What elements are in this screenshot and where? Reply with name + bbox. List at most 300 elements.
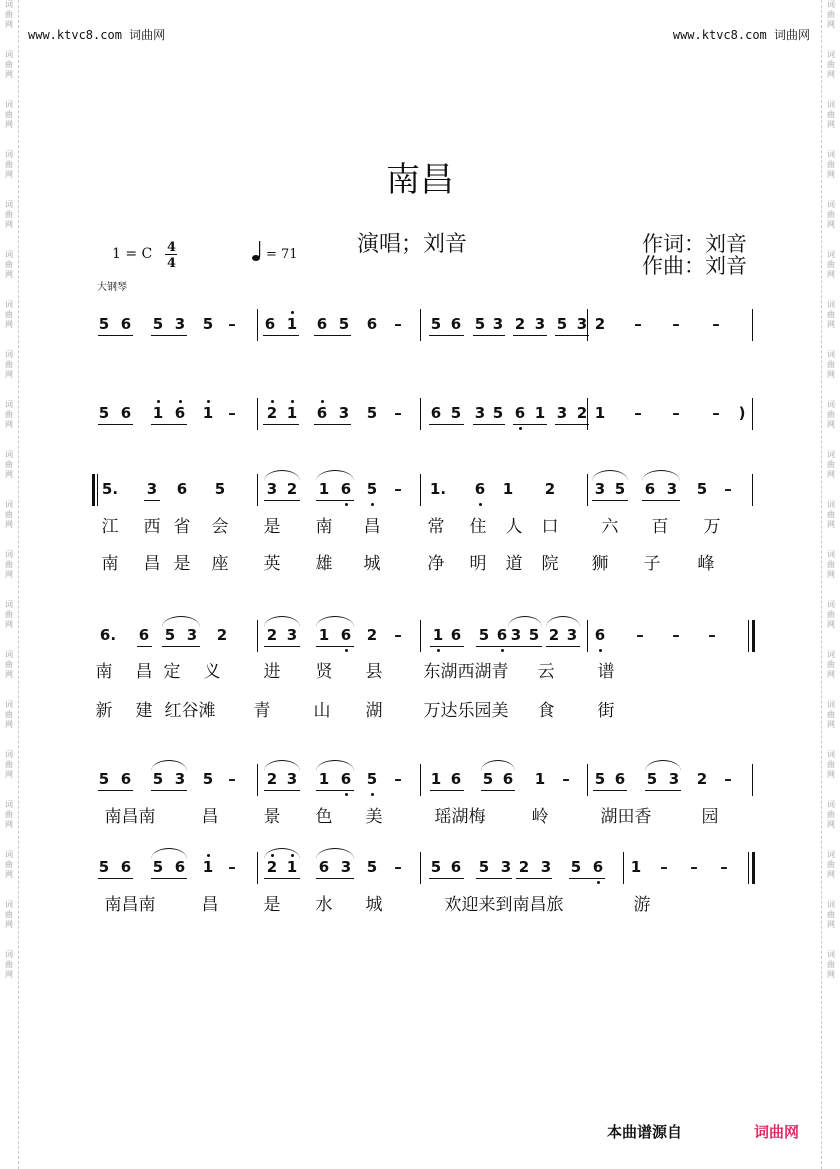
octave-dot-low — [599, 649, 602, 652]
barline — [587, 474, 588, 506]
note: 3 — [576, 315, 588, 333]
barline — [623, 852, 624, 884]
lyric-syllable: 昌 — [201, 895, 219, 915]
barline — [748, 852, 749, 884]
lyric-syllable: 万 — [703, 517, 721, 537]
repeat-start-thin-barline — [97, 474, 98, 506]
barline — [752, 474, 753, 506]
barline — [420, 852, 421, 884]
note: 5 — [98, 858, 110, 876]
beam-underline — [569, 878, 605, 879]
key-signature: 1 = C — [112, 246, 153, 262]
note: – — [634, 315, 642, 333]
octave-dot-high — [207, 400, 210, 403]
lyric-syllable: 狮 — [591, 554, 609, 574]
note: 5. — [101, 480, 119, 498]
note: – — [660, 858, 668, 876]
beam-underline — [430, 790, 464, 791]
final-barline — [752, 852, 755, 884]
note: 6 — [340, 480, 352, 498]
beam-underline — [316, 878, 354, 879]
lyric-syllable: 南 — [95, 662, 113, 682]
beam-underline — [314, 335, 351, 336]
slur-arc — [642, 470, 680, 481]
note: 6 — [138, 626, 150, 644]
source-label: 本曲谱源自 — [607, 1123, 683, 1141]
note: 1 — [432, 626, 444, 644]
note: 6. — [99, 626, 117, 644]
note: 6 — [120, 404, 132, 422]
note: 3 — [666, 480, 678, 498]
note: 2 — [518, 858, 530, 876]
octave-dot-low — [519, 427, 522, 430]
note: 3 — [534, 315, 546, 333]
note: 2 — [266, 404, 278, 422]
note: 6 — [594, 626, 606, 644]
lyricist-credit: 作词：刘音 — [642, 232, 747, 256]
slur-arc — [316, 616, 354, 627]
note: 3 — [340, 858, 352, 876]
octave-dot-low — [345, 649, 348, 652]
barline — [257, 398, 258, 430]
note: 1 — [430, 770, 442, 788]
lyric-syllable: 美 — [365, 807, 383, 827]
slur-arc — [151, 760, 187, 771]
note: – — [228, 404, 236, 422]
octave-dot-low — [597, 881, 600, 884]
note: – — [690, 858, 698, 876]
octave-dot-high — [179, 400, 182, 403]
header-url-right[interactable]: www.ktvc8.com 词曲网 — [672, 28, 810, 42]
lyrics-row-4b — [0, 696, 840, 721]
lyric-syllable: 雄 — [315, 554, 333, 574]
note: – — [394, 858, 402, 876]
note: 5 — [366, 770, 378, 788]
octave-dot-high — [291, 311, 294, 314]
note: 2 — [286, 480, 298, 498]
tempo: = 71 — [266, 247, 298, 262]
note: – — [712, 404, 720, 422]
note: 5 — [478, 626, 490, 644]
note: – — [634, 404, 642, 422]
note: 2 — [548, 626, 560, 644]
slur-arc — [481, 760, 515, 771]
note: 5 — [98, 770, 110, 788]
lyric-syllable: 六 — [601, 517, 619, 537]
slur-arc — [645, 760, 681, 771]
lyric-syllable: 子 — [643, 554, 661, 574]
note: 6 — [120, 770, 132, 788]
note: 2 — [594, 315, 606, 333]
barline — [257, 620, 258, 652]
barline — [257, 474, 258, 506]
note: – — [228, 770, 236, 788]
beam-underline — [98, 335, 133, 336]
note: 6 — [474, 480, 486, 498]
beam-underline — [316, 790, 354, 791]
beam-underline — [430, 646, 464, 647]
lyric-syllable: 云 — [537, 662, 555, 682]
lyric-syllable: 青 — [253, 701, 271, 721]
lyric-syllable: 人 — [505, 517, 523, 537]
note: 5 — [646, 770, 658, 788]
note: 6 — [502, 770, 514, 788]
barline — [257, 309, 258, 341]
note: 6 — [340, 626, 352, 644]
note: 6 — [316, 315, 328, 333]
note: 5 — [98, 404, 110, 422]
beam-underline — [513, 335, 547, 336]
beam-underline — [151, 424, 187, 425]
octave-dot-low — [371, 793, 374, 796]
note: 5 — [450, 404, 462, 422]
beam-underline — [473, 335, 505, 336]
lyric-syllable: 是 — [173, 554, 191, 574]
note: 1 — [502, 480, 514, 498]
note: 3 — [146, 480, 158, 498]
lyric-syllable: 建 — [135, 701, 153, 721]
note: – — [562, 770, 570, 788]
lyric-syllable: 湖田香 — [600, 807, 652, 827]
lyrics-row-4a — [0, 657, 840, 682]
lyric-syllable: 谱 — [597, 662, 615, 682]
note: 6 — [430, 404, 442, 422]
note: 5 — [614, 480, 626, 498]
note: 6 — [366, 315, 378, 333]
lyric-syllable: 义 — [203, 662, 221, 682]
note: – — [672, 404, 680, 422]
beam-underline — [481, 790, 515, 791]
lyric-syllable: 英 — [263, 554, 281, 574]
note: 1 — [318, 770, 330, 788]
note: – — [672, 626, 680, 644]
beam-underline — [645, 790, 681, 791]
note: 6 — [120, 315, 132, 333]
note: 5 — [366, 404, 378, 422]
lyric-syllable: 水 — [315, 895, 333, 915]
slur-arc — [546, 616, 580, 627]
beam-underline — [555, 335, 589, 336]
slur-arc — [316, 760, 354, 771]
beam-underline — [546, 646, 580, 647]
lyric-syllable: 湖 — [365, 701, 383, 721]
lyric-syllable: 岭 — [531, 807, 549, 827]
note: 2 — [544, 480, 556, 498]
octave-dot-low — [501, 649, 504, 652]
note: 5 — [570, 858, 582, 876]
note: 1 — [534, 404, 546, 422]
quarter-note-icon — [252, 240, 262, 266]
slur-arc — [592, 470, 628, 481]
beam-underline — [476, 646, 508, 647]
source-site-link[interactable]: 词曲网 — [754, 1123, 800, 1141]
lyrics-row-5 — [0, 802, 840, 827]
octave-dot-high — [291, 400, 294, 403]
lyrics-row-6 — [0, 890, 840, 915]
lyric-syllable: 住 — [469, 517, 487, 537]
note: 5 — [528, 626, 540, 644]
slur-arc — [316, 470, 354, 481]
note: 2 — [266, 626, 278, 644]
barline — [420, 764, 421, 796]
lyric-syllable: 游 — [633, 895, 651, 915]
note: 1 — [286, 315, 298, 333]
slur-arc — [264, 848, 300, 859]
lyric-syllable: 省 — [173, 517, 191, 537]
lyric-syllable: 院 — [541, 554, 559, 574]
note: 3 — [266, 480, 278, 498]
note: 3 — [500, 858, 512, 876]
composer-credit: 作曲：刘音 — [642, 254, 747, 278]
beam-underline — [151, 790, 187, 791]
note: 3 — [510, 626, 522, 644]
note: 6 — [318, 858, 330, 876]
note: 6 — [264, 315, 276, 333]
barline — [420, 309, 421, 341]
right-watermark: 词 曲 网 词 曲 网 词 曲 网 词 曲 网 词 曲 网 词 曲 网 词 曲 网 词 曲 网 词 曲 网 词 曲 网 词 曲 网 词 曲 网 词 曲 网 词 曲 网 词 曲 网 词 曲 网 词 曲 网 词 曲 网 词 曲 网 词 曲 网 — [827, 0, 835, 979]
note: 6 — [592, 858, 604, 876]
lyric-syllable: 西 — [143, 517, 161, 537]
note: 6 — [514, 404, 526, 422]
note: – — [724, 480, 732, 498]
beam-underline — [264, 790, 300, 791]
note: 2 — [366, 626, 378, 644]
beam-underline — [98, 424, 133, 425]
lyric-syllable: 街 — [597, 701, 615, 721]
note: 3 — [338, 404, 350, 422]
note: 5 — [338, 315, 350, 333]
beam-underline — [513, 424, 547, 425]
note: 3 — [174, 770, 186, 788]
time-signature-line — [165, 254, 177, 255]
lyric-syllable: 会 — [211, 517, 229, 537]
lyric-syllable: 昌 — [363, 517, 381, 537]
lyric-syllable: 座 — [211, 554, 229, 574]
lyric-syllable: 贤 — [315, 662, 333, 682]
note: 6 — [120, 858, 132, 876]
lyric-syllable: 昌 — [201, 807, 219, 827]
beam-underline — [151, 335, 187, 336]
lyric-syllable: 红谷滩 — [164, 701, 216, 721]
repeat-start-barline — [92, 474, 95, 506]
lyric-syllable: 净 — [427, 554, 445, 574]
note: 6 — [644, 480, 656, 498]
beam-underline — [555, 424, 589, 425]
lyric-syllable: 进 — [263, 662, 281, 682]
note: ) — [738, 404, 746, 422]
note: 5 — [478, 858, 490, 876]
note: 1 — [286, 404, 298, 422]
note: 2 — [266, 858, 278, 876]
note: 6 — [450, 315, 462, 333]
note: 1 — [534, 770, 546, 788]
barline — [752, 764, 753, 796]
note: 3 — [286, 770, 298, 788]
note: 1 — [286, 858, 298, 876]
octave-dot-low — [437, 649, 440, 652]
beam-underline — [429, 424, 464, 425]
octave-dot-high — [271, 400, 274, 403]
lyric-syllable: 南 — [315, 517, 333, 537]
lyrics-row-3a — [0, 512, 840, 537]
lyric-syllable: 南昌南 — [104, 895, 156, 915]
octave-dot-low — [371, 503, 374, 506]
beam-underline — [137, 646, 152, 647]
singer-credit: 演唱；刘音 — [357, 232, 468, 257]
barline — [420, 398, 421, 430]
lyric-syllable: 景 — [263, 807, 281, 827]
beam-underline — [316, 500, 354, 501]
lyric-syllable: 是 — [263, 517, 281, 537]
beam-underline — [98, 790, 133, 791]
note: – — [724, 770, 732, 788]
slur-arc — [264, 470, 300, 481]
note: 6 — [614, 770, 626, 788]
beam-underline — [316, 646, 354, 647]
barline — [257, 852, 258, 884]
note: 6 — [450, 770, 462, 788]
note: – — [394, 480, 402, 498]
barline — [752, 398, 753, 430]
note: 5 — [98, 315, 110, 333]
beam-underline — [314, 424, 351, 425]
note: 6 — [496, 626, 508, 644]
lyric-syllable: 江 — [101, 517, 119, 537]
note: – — [712, 315, 720, 333]
beam-underline — [263, 424, 299, 425]
note: – — [228, 858, 236, 876]
header-url-left[interactable]: www.ktvc8.com 词曲网 — [28, 28, 166, 42]
note: 1 — [202, 404, 214, 422]
note: 3 — [492, 315, 504, 333]
note: – — [394, 315, 402, 333]
barline — [587, 764, 588, 796]
lyric-syllable: 南昌南 — [104, 807, 156, 827]
barline — [752, 309, 753, 341]
lyric-syllable: 欢迎来到南昌旅 — [444, 895, 564, 915]
note: – — [394, 770, 402, 788]
note: 2 — [266, 770, 278, 788]
lyric-syllable: 峰 — [697, 554, 715, 574]
lyric-syllable: 昌 — [143, 554, 161, 574]
lyric-syllable: 山 — [313, 701, 331, 721]
beam-underline — [476, 878, 512, 879]
slur-arc — [508, 616, 542, 627]
octave-dot-high — [321, 400, 324, 403]
note: 1 — [152, 404, 164, 422]
note: 2 — [216, 626, 228, 644]
instrument-label: 大钢琴 — [97, 282, 127, 293]
note: 6 — [316, 404, 328, 422]
note: 5 — [474, 315, 486, 333]
note: 5 — [430, 315, 442, 333]
beam-underline — [516, 878, 552, 879]
barline — [587, 309, 588, 341]
note: 3 — [540, 858, 552, 876]
note: 1 — [318, 626, 330, 644]
beam-underline — [264, 500, 300, 501]
note: 5 — [164, 626, 176, 644]
note: – — [636, 626, 644, 644]
barline — [257, 764, 258, 796]
note: 5 — [202, 315, 214, 333]
beam-underline — [264, 646, 300, 647]
note: 6 — [174, 404, 186, 422]
note: 6 — [340, 770, 352, 788]
note: 1 — [202, 858, 214, 876]
lyric-syllable: 百 — [651, 517, 669, 537]
song-title: 南昌 — [386, 160, 454, 200]
note: 3 — [556, 404, 568, 422]
lyric-syllable: 定 — [163, 662, 181, 682]
slur-arc — [162, 616, 200, 627]
note: 3 — [594, 480, 606, 498]
note: – — [672, 315, 680, 333]
note: 5 — [492, 404, 504, 422]
note: 2 — [696, 770, 708, 788]
lyric-syllable: 是 — [263, 895, 281, 915]
note: 5 — [696, 480, 708, 498]
note: 3 — [286, 626, 298, 644]
lyric-syllable: 万达乐园美 — [423, 701, 509, 721]
time-signature-bottom: 4 — [167, 256, 177, 271]
note: 5 — [152, 315, 164, 333]
lyric-syllable: 食 — [537, 701, 555, 721]
barline — [420, 620, 421, 652]
note: – — [394, 626, 402, 644]
lyric-syllable: 瑶湖梅 — [434, 807, 486, 827]
lyric-syllable: 南 — [101, 554, 119, 574]
beam-underline — [642, 500, 680, 501]
beam-underline — [162, 646, 200, 647]
note: – — [708, 626, 716, 644]
note: 3 — [174, 315, 186, 333]
note: 5 — [214, 480, 226, 498]
octave-dot-high — [207, 854, 210, 857]
note: 3 — [566, 626, 578, 644]
beam-underline — [473, 424, 505, 425]
slur-arc — [316, 848, 354, 859]
note: 5 — [482, 770, 494, 788]
note: 5 — [366, 480, 378, 498]
note: 1 — [318, 480, 330, 498]
note: 3 — [474, 404, 486, 422]
left-watermark: 词 曲 网 词 曲 网 词 曲 网 词 曲 网 词 曲 网 词 曲 网 词 曲 网 词 曲 网 词 曲 网 词 曲 网 词 曲 网 词 曲 网 词 曲 网 词 曲 网 词 曲 网 词 曲 网 词 曲 网 词 曲 网 词 曲 网 词 曲 网 — [5, 0, 13, 979]
note: 5 — [152, 858, 164, 876]
lyric-syllable: 城 — [363, 554, 381, 574]
beam-underline — [98, 878, 133, 879]
note: 5 — [430, 858, 442, 876]
beam-underline — [429, 335, 464, 336]
note: 1. — [429, 480, 447, 498]
octave-dot-high — [157, 400, 160, 403]
note: 3 — [186, 626, 198, 644]
note: 6 — [450, 858, 462, 876]
note: 1 — [594, 404, 606, 422]
note: 5 — [202, 770, 214, 788]
beam-underline — [263, 335, 299, 336]
note: 3 — [668, 770, 680, 788]
lyric-syllable: 东湖西湖青 — [423, 662, 509, 682]
time-signature-top: 4 — [167, 240, 177, 255]
lyric-syllable: 昌 — [135, 662, 153, 682]
lyric-syllable: 新 — [95, 701, 113, 721]
note: 2 — [576, 404, 588, 422]
barline — [420, 474, 421, 506]
lyrics-row-3b — [0, 549, 840, 574]
lyric-syllable: 道 — [505, 554, 523, 574]
slur-arc — [264, 616, 300, 627]
